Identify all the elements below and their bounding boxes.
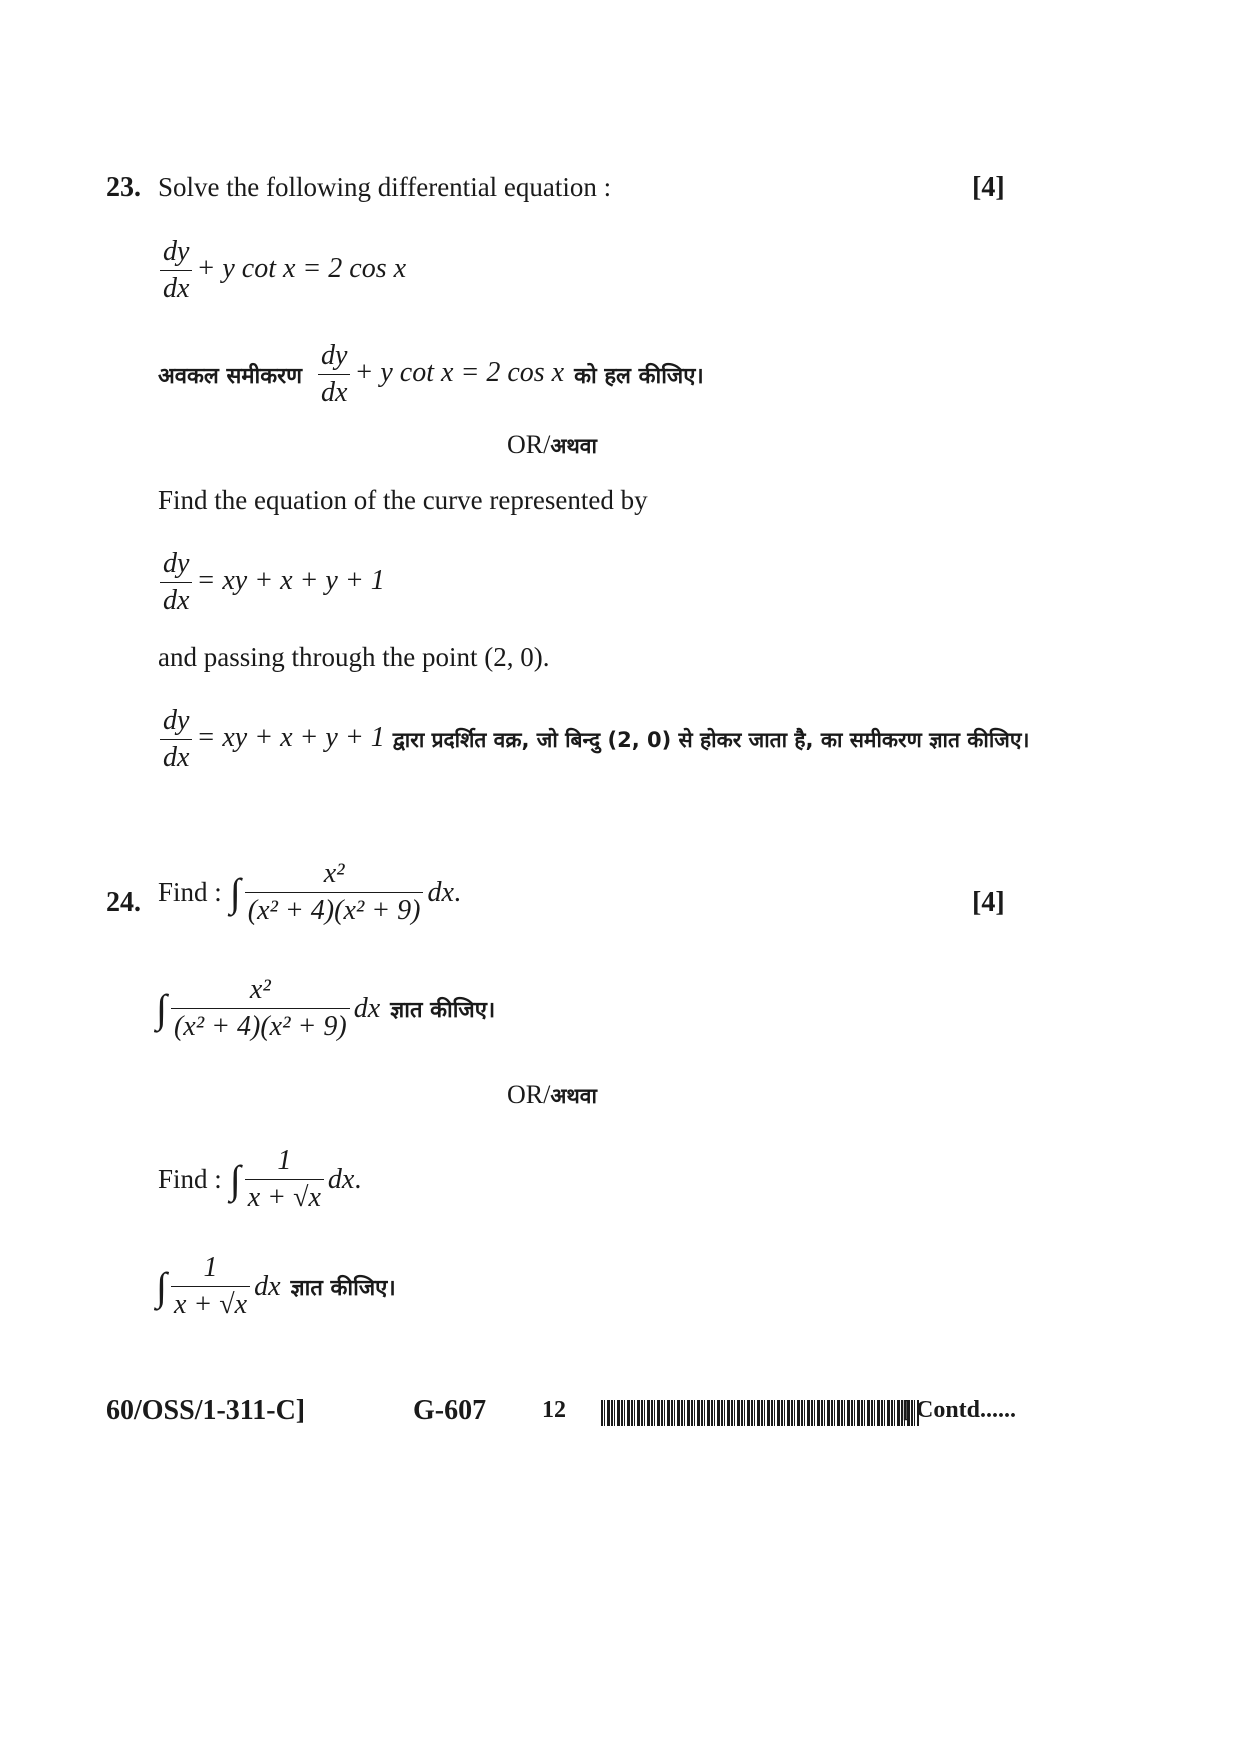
- integral-icon: ∫: [229, 1157, 241, 1202]
- fraction-numerator: dy: [163, 236, 190, 267]
- alt-hindi-statement: [156, 705, 1029, 774]
- fraction-numerator: 1: [203, 1252, 218, 1283]
- page-number: 12: [542, 1397, 566, 1423]
- equation-rest: = xy + x + y + 1: [196, 721, 385, 753]
- fraction-numerator: 1: [277, 1145, 292, 1176]
- paper-code: 60/OSS/1-311-C]: [106, 1395, 306, 1426]
- fraction-denominator: dx: [160, 582, 192, 617]
- hindi-suffix: को हल कीजिए।: [574, 363, 704, 389]
- find-label: Find :: [158, 877, 222, 907]
- hindi-statement: [158, 340, 704, 409]
- equation-rest: = xy + x + y + 1: [196, 564, 385, 596]
- hindi-statement: [156, 974, 495, 1043]
- equation-rest: + y cot x = 2 cos x: [354, 356, 565, 388]
- fraction-denominator: dx: [318, 374, 350, 409]
- period: .: [453, 876, 461, 908]
- fraction-numerator: dy: [321, 340, 348, 371]
- hindi-text: द्वारा प्रदर्शित वक्र, जो बिन्दु (2, 0) से होकर जाता है, का समीकरण ज्ञात कीजिए।: [392, 727, 1030, 752]
- fraction-denominator: dx: [160, 270, 192, 305]
- alt-equation: [156, 548, 385, 617]
- alt-condition-text: and passing through the point (2, 0).: [158, 642, 550, 672]
- fraction-denominator: (x² + 4)(x² + 9): [245, 892, 424, 927]
- or-separator: [507, 1080, 597, 1110]
- question-number: 23.: [106, 172, 141, 203]
- hindi-suffix: ज्ञात कीजिए।: [290, 1275, 396, 1301]
- differential: dx: [254, 1270, 281, 1302]
- differential: dx: [427, 876, 454, 908]
- continued-label: [ Contd......: [902, 1397, 1017, 1423]
- fraction-numerator: dy: [163, 548, 190, 579]
- or-hindi: अथवा: [550, 434, 597, 458]
- or-separator: [507, 430, 597, 460]
- fraction-denominator: x + √x: [245, 1179, 324, 1214]
- differential: dx: [353, 992, 381, 1024]
- integral-icon: ∫: [229, 870, 241, 915]
- marks-label: [4]: [972, 172, 1005, 203]
- fraction-numerator: dy: [163, 705, 190, 736]
- fraction-denominator: dx: [160, 739, 192, 774]
- alt-question-text: Find the equation of the curve represented by: [158, 485, 648, 515]
- or-hindi: अथवा: [550, 1084, 597, 1108]
- integral-icon: ∫: [156, 1264, 167, 1309]
- hindi-suffix: ज्ञात कीजिए।: [390, 997, 496, 1023]
- period: .: [354, 1163, 362, 1195]
- question-text: Solve the following differential equation :: [158, 172, 612, 202]
- integral-icon: ∫: [156, 986, 167, 1031]
- equation-rest: + y cot x = 2 cos x: [196, 252, 407, 284]
- or-label: OR/: [507, 430, 551, 459]
- barcode-icon: [601, 1400, 919, 1426]
- hindi-prefix: अवकल समीकरण: [158, 363, 303, 389]
- fraction-denominator: (x² + 4)(x² + 9): [171, 1008, 350, 1043]
- fraction-numerator: x²: [323, 858, 345, 889]
- series-code: G-607: [413, 1395, 487, 1426]
- fraction-numerator: x²: [249, 974, 271, 1005]
- find-label: Find :: [158, 1164, 222, 1194]
- differential: dx: [327, 1163, 355, 1195]
- question-number: 24.: [106, 887, 141, 918]
- marks-label: [4]: [972, 887, 1005, 918]
- question-text: [158, 858, 461, 927]
- or-label: OR/: [507, 1080, 551, 1109]
- alt-hindi-statement: [156, 1252, 396, 1321]
- alt-question-text: [158, 1145, 361, 1214]
- fraction-denominator: x + √x: [171, 1286, 250, 1321]
- equation: [156, 236, 406, 305]
